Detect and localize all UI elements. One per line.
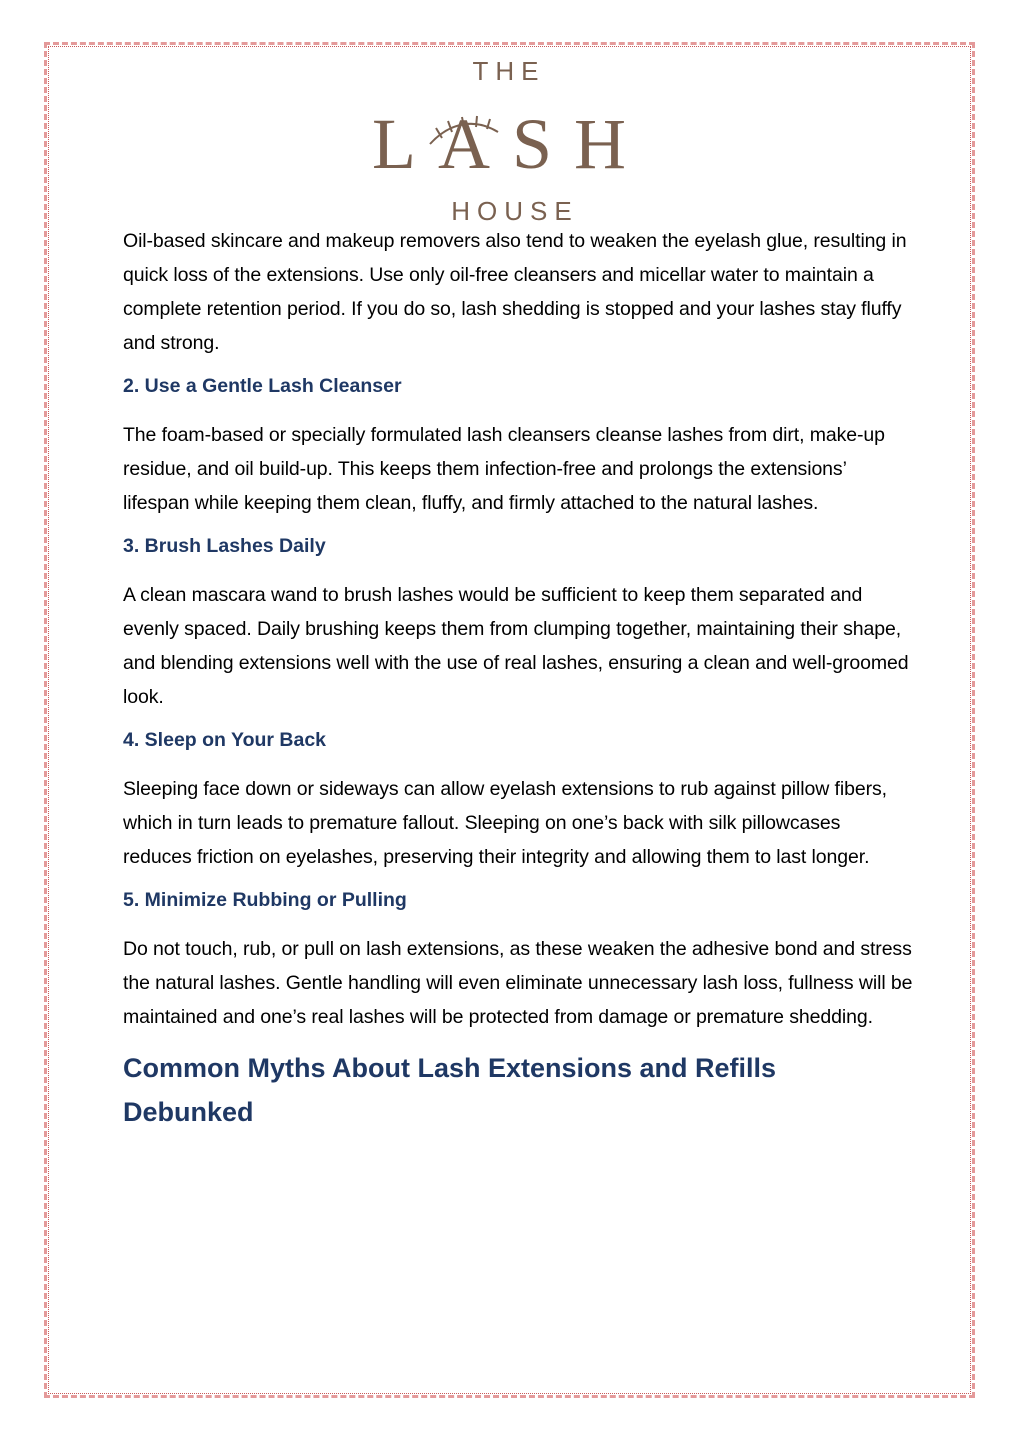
section-heading: Common Myths About Lash Extensions and Refills Debunked [123, 1053, 777, 1127]
logo-middle-text: LASH [371, 104, 649, 184]
tip-paragraph: A clean mascara wand to brush lashes would be sufficient to keep them separated and evenly spaced. Daily brushing keeps them from clumping together, maintaining their shape, and blending extensions well with the use of real lashes, ensuring a clean and well-groomed look. [123, 584, 909, 708]
brand-logo [370, 52, 660, 232]
logo-bottom-text: HOUSE [451, 196, 579, 226]
tip-section [123, 726, 913, 874]
logo-top-text: THE [472, 56, 546, 86]
tip-section [123, 372, 913, 520]
tip-section [123, 532, 913, 714]
tip-heading: 2. Use a Gentle Lash Cleanser [123, 375, 402, 397]
tip-paragraph: The foam-based or specially formulated lash cleansers cleanse lashes from dirt, make-up residue, and oil build-up. This keeps them infection-free and prolongs the extensions’ lifespan while keeping them clean, fluffy, and firmly attached to the natural lashes. [123, 424, 885, 514]
tip-heading: 4. Sleep on Your Back [123, 729, 327, 751]
tip-heading: 3. Brush Lashes Daily [123, 535, 326, 557]
tip-section [123, 886, 913, 1034]
tip-heading: 5. Minimize Rubbing or Pulling [123, 889, 407, 911]
tip-paragraph: Do not touch, rub, or pull on lash extensions, as these weaken the adhesive bond and stress the natural lashes. Gentle handling will even eliminate unnecessary lash loss, fullness will be maintained and one’s real lashes will be protected from damage or premature shedding. [123, 938, 913, 1028]
tip-paragraph: Sleeping face down or sideways can allow eyelash extensions to rub against pillow fibers, which in turn leads to premature fallout. Sleeping on one’s back with silk pillowcases reduces friction on eyelashes, preserving their integrity and allowing them to last longer. [123, 778, 887, 868]
document-body [123, 224, 913, 1134]
intro-paragraph: Oil-based skincare and makeup removers also tend to weaken the eyelash glue, resulting in quick loss of the extensions. Use only oil-free cleansers and micellar water to maintain a complete retention period. If you do so, lash shedding is stopped and your lashes stay fluffy and strong. [123, 230, 907, 354]
